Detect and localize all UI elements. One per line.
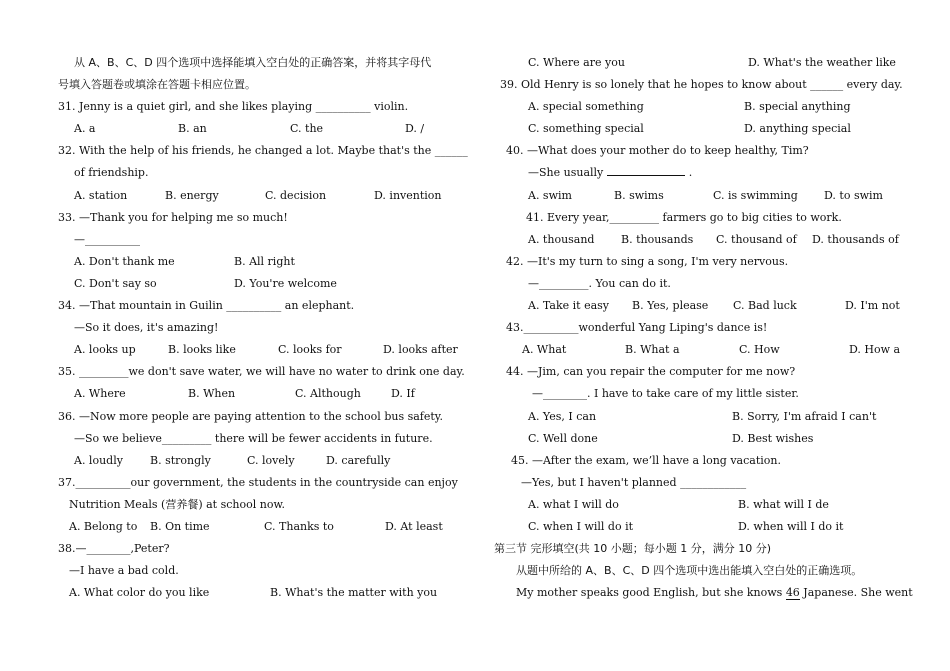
option-b: B. All right xyxy=(234,254,295,268)
question-38-stem-cont: —I have a bad cold. xyxy=(69,564,179,578)
option-c: C. Well done xyxy=(528,431,598,445)
option-d: D. thousands of xyxy=(812,232,899,246)
question-44-stem: 44. —Jim, can you repair the computer for me now? xyxy=(506,365,796,379)
option-a: A. what I will do xyxy=(528,497,619,511)
section-instruction: 从题中所给的 A、B、C、D 四个选项中选出能填入空白处的正确选项。 xyxy=(516,564,863,578)
option-c: C. the xyxy=(290,122,324,136)
question-36-options xyxy=(58,450,468,472)
question-40-stem-end: . xyxy=(688,166,693,180)
question-44-stem-cont: —________. I have to take care of my little sister. xyxy=(532,387,799,401)
instruction-line-2: 号填入答题卷或填涂在答题卡相应位置。 xyxy=(58,78,256,92)
question-34-stem-cont: —So it does, it's amazing! xyxy=(74,321,219,335)
option-b: B. what will I de xyxy=(738,497,829,511)
question-41-options xyxy=(500,229,905,251)
question-33-options-ab xyxy=(58,251,468,273)
question-39-options-cd xyxy=(500,118,905,140)
option-c: C. Although xyxy=(295,387,361,401)
option-b: B. When xyxy=(188,387,236,401)
question-36-stem: 36. —Now more people are paying attention to the school bus safety. xyxy=(58,409,444,423)
option-c: C. thousand of xyxy=(716,232,797,246)
option-c: C. Thanks to xyxy=(264,519,334,533)
passage-first-line xyxy=(500,582,913,604)
option-a: A. looks up xyxy=(74,343,136,357)
question-31-options xyxy=(58,118,468,140)
option-d: D. Best wishes xyxy=(732,431,814,445)
question-42-stem-cont: —_________. You can do it. xyxy=(528,276,671,290)
option-d: D. / xyxy=(405,122,425,136)
option-a: A. thousand xyxy=(528,232,595,246)
option-d: D. looks after xyxy=(383,343,458,357)
option-a: A. swim xyxy=(528,188,572,202)
option-a: A. Belong to xyxy=(69,519,138,533)
question-32-stem: 32. With the help of his friends, he changed a lot. Maybe that's the ______ xyxy=(58,144,468,158)
question-40-stem: 40. —What does your mother do to keep healthy, Tim? xyxy=(506,144,809,158)
option-c: C. when I will do it xyxy=(528,519,634,533)
question-43-stem: 43.__________wonderful Yang Liping's dance is! xyxy=(506,321,768,335)
question-34-options xyxy=(58,339,468,361)
question-41-stem: 41. Every year,_________ farmers go to big cities to work. xyxy=(526,210,842,224)
question-36-stem-cont: —So we believe_________ there will be fewer accidents in future. xyxy=(74,431,433,445)
question-40-options xyxy=(500,185,905,207)
option-d: D. You're welcome xyxy=(234,276,337,290)
option-a: A. loudly xyxy=(74,453,123,467)
section-heading: 第三节 完形填空(共 10 小题；每小题 1 分，满分 10 分) xyxy=(494,542,772,556)
option-c: C. How xyxy=(739,343,780,357)
question-39-options-ab xyxy=(500,96,905,118)
option-b: B. strongly xyxy=(150,453,211,467)
question-38-stem: 38.—________,Peter? xyxy=(58,542,170,556)
question-32-stem-cont: of friendship. xyxy=(74,166,149,180)
option-c: C. looks for xyxy=(278,343,342,357)
option-a: A. What xyxy=(522,343,567,357)
option-a: A. special something xyxy=(528,100,644,114)
option-d: D. What's the weather like xyxy=(748,56,896,69)
option-c: C. Where are you xyxy=(528,56,625,69)
question-45-stem-cont: —Yes, but I haven't planned ____________ xyxy=(521,475,747,489)
option-c: C. Don't say so xyxy=(74,276,157,290)
blank-46-number: 46 xyxy=(785,586,800,600)
option-c: C. is swimming xyxy=(713,188,798,202)
passage-text-post: Japanese. She went xyxy=(799,586,913,600)
question-43-options xyxy=(500,339,905,361)
instruction-line-1: 从 A、B、C、D 四个选项中选择能填入空白处的正确答案，并将其字母代 xyxy=(74,56,432,69)
question-42-options xyxy=(500,295,905,317)
question-34-stem: 34. —That mountain in Guilin __________ an elephant. xyxy=(58,299,355,313)
passage-text-pre: My mother speaks good English, but she knows xyxy=(516,586,786,600)
option-d: D. anything special xyxy=(744,122,851,136)
question-40-stem-cont xyxy=(500,162,905,184)
question-35-options xyxy=(58,383,468,405)
question-32-options xyxy=(58,185,468,207)
option-b: B. What a xyxy=(625,343,680,357)
question-39-stem: 39. Old Henry is so lonely that he hopes to know about ______ every day. xyxy=(500,78,903,92)
option-c: C. lovely xyxy=(247,453,295,467)
option-c: C. Bad luck xyxy=(733,299,797,313)
option-b: B. looks like xyxy=(168,343,236,357)
option-b: B. Yes, please xyxy=(632,299,709,313)
option-d: D. when will I do it xyxy=(738,519,844,533)
question-35-stem: 35. _________we don't save water, we will have no water to drink one day. xyxy=(58,365,465,379)
question-37-stem-cont: Nutrition Meals (营养餐) at school now. xyxy=(69,497,286,511)
option-a: A. Where xyxy=(74,387,126,401)
option-c: C. something special xyxy=(528,122,644,136)
question-33-stem: 33. —Thank you for helping me so much! xyxy=(58,210,288,224)
question-33-stem-cont: —__________ xyxy=(74,232,140,246)
option-d: D. If xyxy=(391,387,415,401)
question-38-options-cd xyxy=(500,52,905,74)
option-a: A. Yes, I can xyxy=(528,409,597,423)
option-d: D. invention xyxy=(374,188,442,202)
option-d: D. I'm not xyxy=(845,299,900,313)
option-d: D. to swim xyxy=(824,188,883,202)
question-45-options-cd xyxy=(500,516,905,538)
answer-blank xyxy=(607,163,685,176)
option-b: B. energy xyxy=(165,188,219,202)
right-column xyxy=(494,52,913,604)
option-b: B. swims xyxy=(614,188,664,202)
question-44-options-ab xyxy=(500,406,905,428)
question-31-stem: 31. Jenny is a quiet girl, and she likes playing __________ violin. xyxy=(58,100,409,114)
question-33-options-cd xyxy=(58,273,468,295)
question-42-stem: 42. —It's my turn to sing a song, I'm very nervous. xyxy=(506,254,789,268)
option-b: B. Sorry, I'm afraid I can't xyxy=(732,409,877,423)
question-37-options xyxy=(58,516,468,538)
question-37-stem: 37.__________our government, the students in the countryside can enjoy xyxy=(58,475,458,489)
option-a: A. Don't thank me xyxy=(74,254,175,268)
question-45-stem: 45. —After the exam, we’ll have a long vacation. xyxy=(511,453,781,467)
option-b: B. special anything xyxy=(744,100,851,114)
option-d: D. carefully xyxy=(326,453,391,467)
option-b: B. an xyxy=(178,122,207,136)
question-45-options-ab xyxy=(500,494,905,516)
option-a: A. Take it easy xyxy=(528,299,610,313)
option-d: D. How a xyxy=(849,343,901,357)
question-44-options-cd xyxy=(500,428,905,450)
option-a: A. a xyxy=(74,122,96,136)
option-c: C. decision xyxy=(265,188,327,202)
option-b: B. thousands xyxy=(621,232,694,246)
left-column xyxy=(58,52,468,604)
question-40-stem-text: —She usually xyxy=(528,166,604,180)
option-a: A. What color do you like xyxy=(69,586,210,600)
option-b: B. What's the matter with you xyxy=(270,586,438,600)
option-b: B. On time xyxy=(150,519,210,533)
option-d: D. At least xyxy=(385,519,443,533)
option-a: A. station xyxy=(74,188,128,202)
question-38-options-ab xyxy=(58,582,468,604)
